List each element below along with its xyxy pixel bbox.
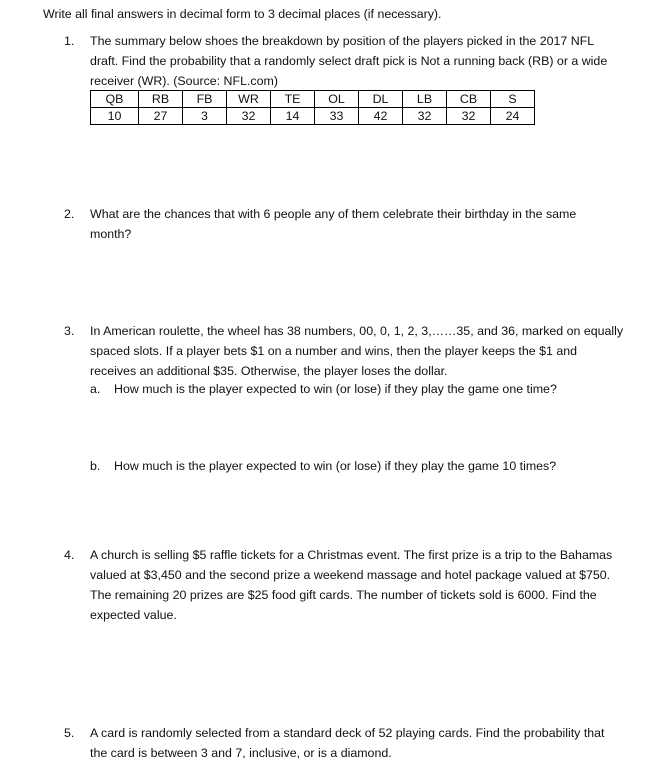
part-label: b.	[90, 459, 101, 473]
question-3-part-a	[90, 379, 660, 399]
question-line: A church is selling $5 raffle tickets for a Christmas event. The first prize is a trip to the Bahamas	[90, 548, 613, 562]
question-text	[90, 723, 666, 763]
question-line: What are the chances that with 6 people any of them celebrate their birthday in the same	[90, 207, 577, 221]
question-number: 5.	[64, 726, 75, 740]
table-header-cell: RB	[139, 91, 183, 108]
question-text	[90, 31, 666, 91]
table-cell: 32	[447, 108, 491, 125]
question-number: 2.	[64, 207, 75, 221]
question-line: receiver (WR). (Source: NFL.com)	[90, 74, 278, 88]
question-line: valued at $3,450 and the second prize a weekend massage and hotel package valued at $750.	[90, 568, 611, 582]
table-header-cell: CB	[447, 91, 491, 108]
question-text	[90, 321, 666, 381]
table-cell: 32	[403, 108, 447, 125]
table-header-cell: OL	[315, 91, 359, 108]
table-header-cell: TE	[271, 91, 315, 108]
question-line: The summary below shoes the breakdown by position of the players picked in the 2017 NFL	[90, 34, 595, 48]
question-line: The remaining 20 prizes are $25 food gift cards. The number of tickets sold is 6000. Find the	[90, 588, 597, 602]
table-cell: 3	[183, 108, 227, 125]
table-cell: 10	[91, 108, 139, 125]
question-number: 3.	[64, 324, 75, 338]
table-cell: 33	[315, 108, 359, 125]
question-line: spaced slots. If a player bets $1 on a number and wins, then the player keeps the $1 and	[90, 344, 577, 358]
table-cell: 32	[227, 108, 271, 125]
table-header-cell: WR	[227, 91, 271, 108]
question-5	[64, 723, 666, 763]
table-cell: 24	[491, 108, 535, 125]
table-cell: 14	[271, 108, 315, 125]
table-header-cell: FB	[183, 91, 227, 108]
part-label: a.	[90, 382, 101, 396]
question-number: 4.	[64, 548, 75, 562]
question-text	[90, 545, 666, 625]
question-3	[64, 321, 666, 381]
part-text: How much is the player expected to win (or lose) if they play the game 10 times?	[114, 459, 557, 473]
instructions: Write all final answers in decimal form to 3 decimal places (if necessary).	[43, 7, 442, 21]
question-number: 1.	[64, 34, 75, 48]
question-text	[90, 204, 666, 244]
table-header-cell: QB	[91, 91, 139, 108]
question-line: the card is between 3 and 7, inclusive, or is a diamond.	[90, 746, 392, 760]
table-cell: 27	[139, 108, 183, 125]
table-header-cell: S	[491, 91, 535, 108]
question-line: receives an additional $35. Otherwise, the player loses the dollar.	[90, 364, 448, 378]
question-4	[64, 545, 666, 625]
question-line: month?	[90, 227, 132, 241]
question-line: A card is randomly selected from a standard deck of 52 playing cards. Find the probability that	[90, 726, 605, 740]
position-table	[90, 90, 535, 125]
question-1	[64, 31, 666, 91]
question-line: draft. Find the probability that a randomly select draft pick is Not a running back (RB) or a wide	[90, 54, 608, 68]
question-line: expected value.	[90, 608, 177, 622]
table-header-cell: DL	[359, 91, 403, 108]
question-2	[64, 204, 666, 244]
question-3-part-b	[90, 456, 660, 476]
table-row	[91, 108, 535, 125]
part-text: How much is the player expected to win (or lose) if they play the game one time?	[114, 382, 557, 396]
table-header-cell: LB	[403, 91, 447, 108]
question-line: In American roulette, the wheel has 38 numbers, 00, 0, 1, 2, 3,……35, and 36, marked on equally	[90, 324, 624, 338]
table-cell: 42	[359, 108, 403, 125]
table-header-row	[91, 91, 535, 108]
